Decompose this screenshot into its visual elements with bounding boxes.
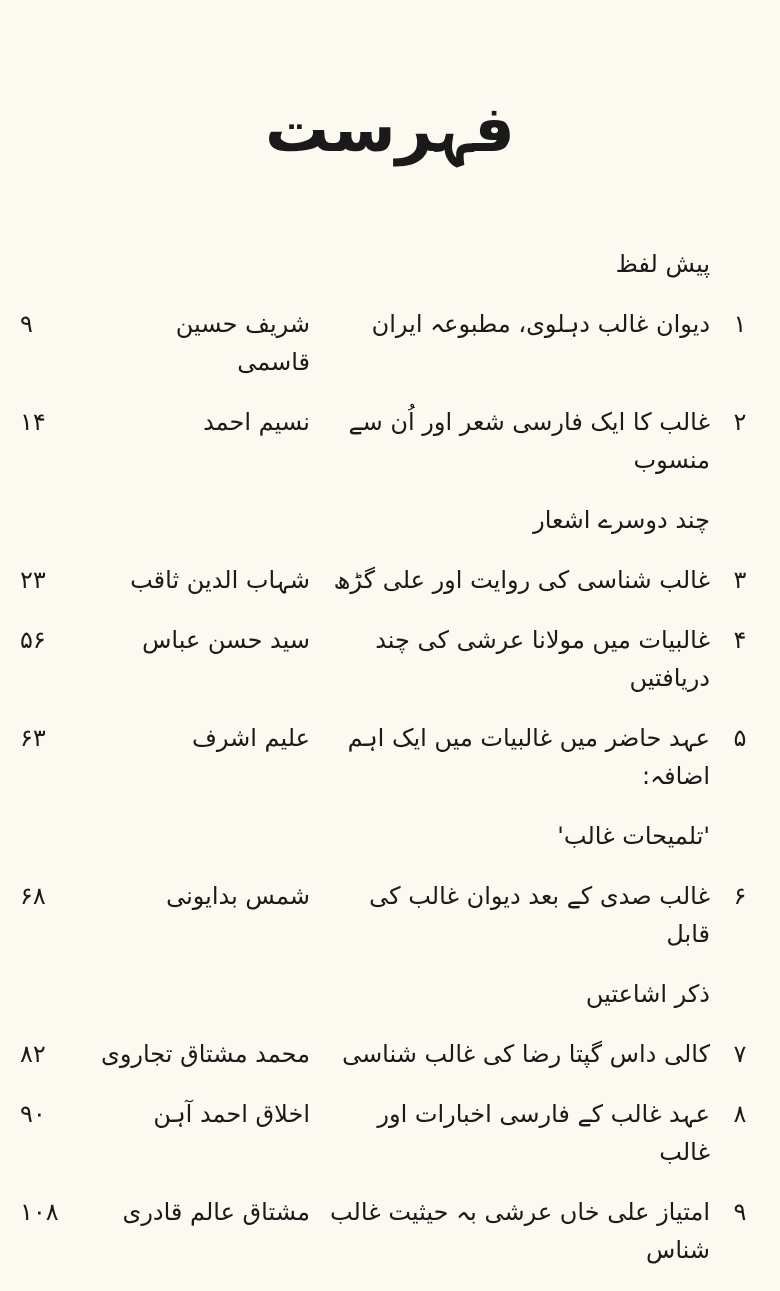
toc-entry <box>20 1193 760 1269</box>
entry-title: غالبیات میں مولانا عرشی کی چند دریافتیں <box>375 626 710 692</box>
entry-title: غالب کا ایک فارسی شعر اور اُن سے منسوب <box>348 408 710 474</box>
toc-entry <box>20 719 760 855</box>
entry-page-number: ۹ <box>20 310 33 338</box>
entry-page-number: ۶۳ <box>20 724 46 752</box>
entry-number: ۹ <box>733 1198 747 1226</box>
entry-author: اخلاق احمد آہن <box>153 1100 310 1128</box>
entry-title-cell <box>320 1035 720 1073</box>
entry-title-cell <box>320 719 720 855</box>
entry-page-number: ۶۸ <box>20 882 46 910</box>
entry-page-number: ۱۰۸ <box>20 1198 59 1226</box>
entry-title-continuation: 'تلمیحات غالب' <box>557 822 710 850</box>
toc-entry <box>20 1095 760 1171</box>
entry-page-number: ۱۴ <box>20 408 46 436</box>
entry-title: امتیاز علی خاں عرشی بہ حیثیت غالب شناس <box>329 1198 710 1264</box>
entry-title: دیوان غالب دہلوی، مطبوعہ ایران <box>371 310 710 338</box>
toc-entry <box>20 561 760 599</box>
entry-number: ۵ <box>733 724 747 752</box>
entry-number: ۷ <box>733 1040 747 1068</box>
entry-title-cell <box>320 305 720 343</box>
entry-author: نسیم احمد <box>203 408 310 436</box>
page-title: فہرست <box>265 93 515 167</box>
entry-title-continuation: ذکر اشاعتیں <box>585 980 710 1008</box>
entry-page-number: ۵۶ <box>20 626 46 654</box>
entry-title-cell <box>320 877 720 1013</box>
entry-title-cell <box>320 621 720 697</box>
entry-author: محمد مشتاق تجاروی <box>101 1040 310 1068</box>
entry-author: شریف حسین قاسمی <box>175 310 310 376</box>
entry-title: کالی داس گپتا رضا کی غالب شناسی <box>342 1040 710 1068</box>
entry-title: عہد حاضر میں غالبیات میں ایک اہم اضافہ: <box>347 724 710 790</box>
toc-entry <box>20 877 760 1013</box>
entry-page-number: ۸۲ <box>20 1040 46 1068</box>
entry-author: شمس بدایونی <box>166 882 310 910</box>
entry-title: غالب شناسی کی روایت اور علی گڑھ <box>333 566 710 594</box>
entry-number: ۲ <box>733 408 747 436</box>
entry-number: ۸ <box>733 1100 747 1128</box>
entry-title-cell <box>320 403 720 539</box>
preface-title: پیش لفظ <box>615 250 710 278</box>
toc-preface <box>20 245 760 283</box>
entry-page-number: ۹۰ <box>20 1100 46 1128</box>
toc-entry <box>20 1035 760 1073</box>
entry-title-cell <box>320 561 720 599</box>
entry-title-cell <box>320 1095 720 1171</box>
entry-author: علیم اشرف <box>191 724 310 752</box>
table-of-contents <box>0 245 780 1269</box>
entry-author: شہاب الدین ثاقب <box>130 566 310 594</box>
entry-title: عہد غالب کے فارسی اخبارات اور غالب <box>377 1100 710 1166</box>
entry-number: ۱ <box>733 310 747 338</box>
entry-title: غالب صدی کے بعد دیوان غالب کی قابل <box>369 882 710 948</box>
entry-title-cell <box>320 1193 720 1269</box>
entry-page-number: ۲۳ <box>20 566 46 594</box>
entry-author: مشتاق عالم قادری <box>122 1198 310 1226</box>
toc-entry <box>20 403 760 539</box>
entry-number: ۴ <box>733 626 747 654</box>
entry-title-continuation: چند دوسرے اشعار <box>533 506 710 534</box>
entry-number: ۶ <box>733 882 747 910</box>
toc-entry <box>20 621 760 697</box>
toc-entry <box>20 305 760 381</box>
entry-number: ۳ <box>733 566 747 594</box>
entry-author: سید حسن عباس <box>142 626 310 654</box>
